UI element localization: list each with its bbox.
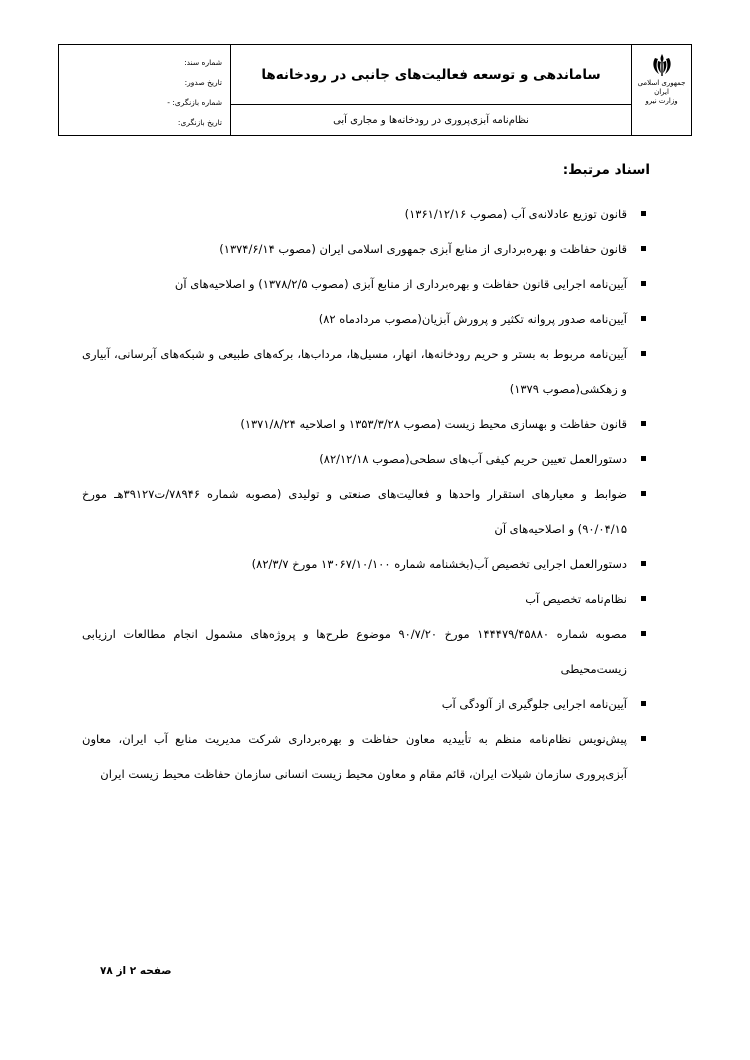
list-item: دستورالعمل اجرایی تخصیص آب(بخشنامه شماره ۱۳۰۶۷/۱۰/۱۰۰ مورخ ۸۲/۳/۷) <box>82 547 627 582</box>
section-title: اسناد مرتبط: <box>562 162 650 178</box>
iran-emblem-icon <box>649 52 675 78</box>
list-item: قانون حفاظت و بهسازی محیط زیست (مصوب ۱۳۵۳/۳/۲۸ و اصلاحیه ۱۳۷۱/۸/۲۴) <box>82 407 627 442</box>
list-item: آیین‌نامه صدور پروانه تکثیر و پرورش آبزیان(مصوب مردادماه ۸۲) <box>82 302 627 337</box>
meta-issue-date: تاریخ صدور: <box>184 78 222 87</box>
list-item: پیش‌نویس نظام‌نامه منظم به تأییدیه معاون حفاظت و بهره‌برداری شرکت مدیریت منابع آب ایران، معاون آبزی‌پروری سازمان شیلات ایران، قائم مقام و معاون محیط زیست انسانی سازمان حفاظت محیط زیست ایران <box>82 722 627 792</box>
meta-revision-date: تاریخ بازنگری: <box>177 118 222 127</box>
document-subtitle: نظام‌نامه آبزی‌پروری در رودخانه‌ها و مجاری آبی <box>333 114 529 126</box>
document-meta <box>59 45 231 135</box>
document-header <box>58 44 692 136</box>
list-item: قانون حفاظت و بهره‌برداری از منابع آبزی جمهوری اسلامی ایران (مصوب ۱۳۷۴/۶/۱۴) <box>82 232 627 267</box>
meta-doc-number: شماره سند: <box>184 58 222 67</box>
logo-cell <box>631 45 691 135</box>
meta-revision-number: شماره بازنگری: - <box>167 98 222 107</box>
list-item: دستورالعمل تعیین حریم کیفی آب‌های سطحی(مصوب ۸۲/۱۲/۱۸) <box>82 442 627 477</box>
page-number: صفحه ۲ از ۷۸ <box>100 965 172 977</box>
list-item: آیین‌نامه اجرایی قانون حفاظت و بهره‌برداری از منابع آبزی (مصوب ۱۳۷۸/۲/۵) و اصلاحیه‌های آن <box>82 267 627 302</box>
list-item: آیین‌نامه مربوط به بستر و حریم رودخانه‌ها، انهار، مسیل‌ها، مرداب‌ها، برکه‌های طبیعی و شبکه‌های آبرسانی، آبیاری و زهکشی(مصوب ۱۳۷۹) <box>82 337 627 407</box>
list-item: مصوبه شماره ۱۴۴۴۷۹/۴۵۸۸۰ مورخ ۹۰/۷/۲۰ موضوع طرح‌ها و پروژه‌های مشمول انجام مطالعات ارزیابی زیست‌محیطی <box>82 617 627 687</box>
related-documents-list <box>82 197 627 792</box>
list-item: قانون توزیع عادلانه‌ی آب (مصوب ۱۳۶۱/۱۲/۱۶) <box>82 197 627 232</box>
ministry-name: وزارت نیرو <box>645 97 678 105</box>
document-title: ساماندهی و توسعه فعالیت‌های جانبی در رودخانه‌ها <box>231 45 631 105</box>
org-name: جمهوری اسلامی ایران <box>637 79 686 96</box>
list-item: نظام‌نامه تخصیص آب <box>82 582 627 617</box>
list-item: آیین‌نامه اجرایی جلوگیری از آلودگی آب <box>82 687 627 722</box>
list-item: ضوابط و معیارهای استقرار واحدها و فعالیت‌های صنعتی و تولیدی (مصوبه شماره ۷۸۹۴۶/ت۳۹۱۲۷هـ مورخ ۹۰/۰۴/۱۵) و اصلاحیه‌های آن <box>82 477 627 547</box>
